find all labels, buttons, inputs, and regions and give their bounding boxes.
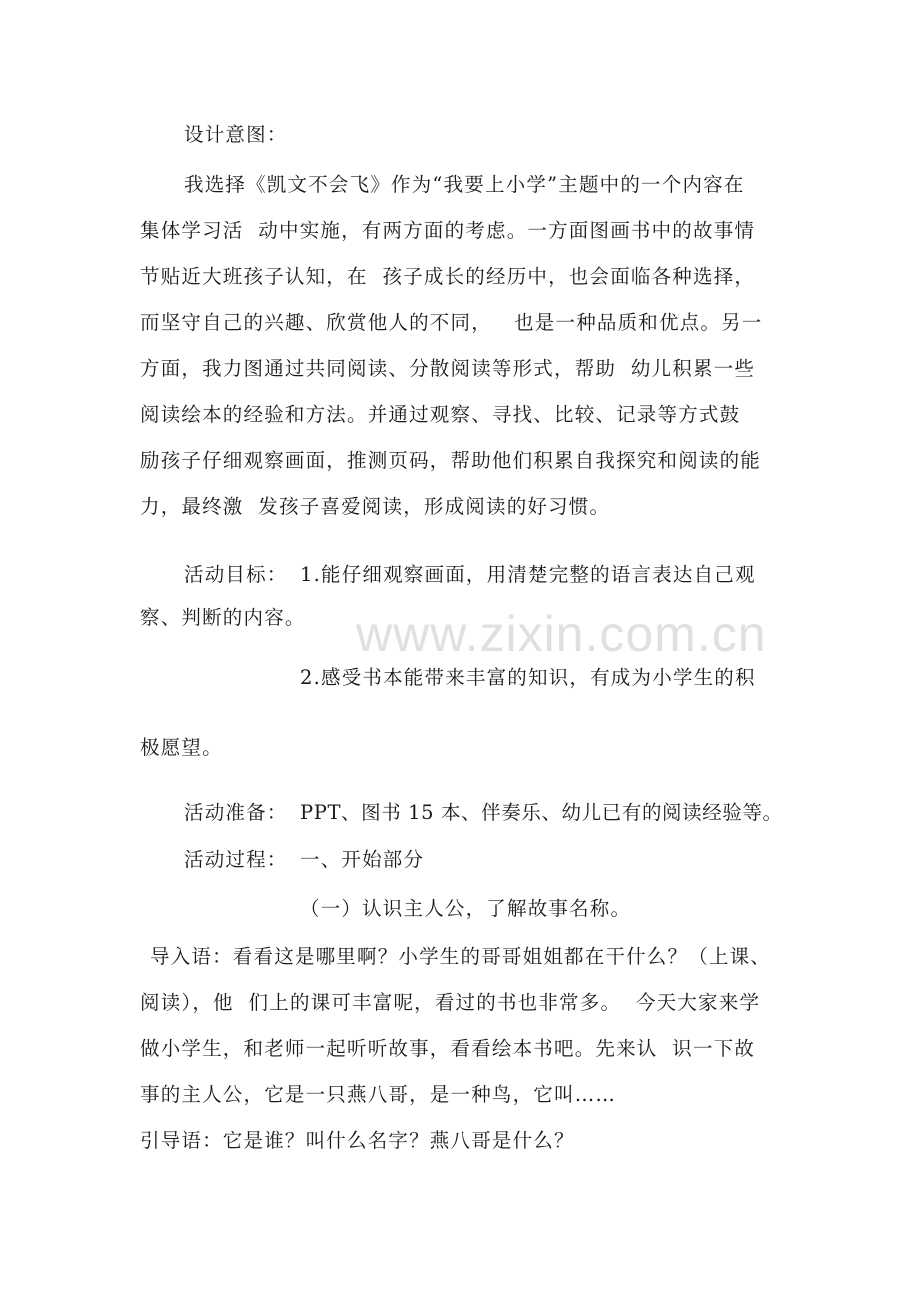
intro-line-3: 做小学生，和老师一起听听故事，看看绘本书吧。先来认 识一下故	[140, 1037, 756, 1060]
intro-line-1: 导入语：看看这是哪里啊？小学生的哥哥姐姐都在干什么？（上课、	[150, 945, 772, 968]
design-intent-heading: 设计意图：	[184, 123, 288, 146]
preparation-label: 活动准备：	[184, 801, 288, 824]
intro-line-4: 事的主人公，它是一只燕八哥，是一种鸟，它叫……	[140, 1083, 617, 1106]
goal-1: 1.能仔细观察画面，用清楚完整的语言表达自己观	[300, 563, 756, 586]
goal-2-continued: 极愿望。	[140, 736, 223, 759]
preparation-text: PPT、图书 15 本、伴奏乐、幼儿已有的阅读经验等。	[300, 801, 783, 824]
guide-line: 引导语：它是谁？叫什么名字？燕八哥是什么？	[140, 1129, 575, 1152]
intent-line-1: 我选择《凯文不会飞》作为“我要上小学”主题中的一个内容在	[184, 173, 745, 196]
intent-line-5: 方面，我力图通过共同阅读、分散阅读等形式，帮助 幼儿积累一些	[140, 357, 756, 380]
intent-line-7: 励孩子仔细观察画面，推测页码，帮助他们积累自我探究和阅读的能	[140, 449, 762, 472]
watermark: www.zixin.com.cn	[356, 606, 767, 662]
process-label: 活动过程：	[184, 848, 288, 871]
intent-line-4: 而坚守自己的兴趣、欣赏他人的不同， 也是一种品质和优点。另一	[140, 311, 763, 334]
intent-line-3: 节贴近大班孩子认知，在 孩子成长的经历中，也会面临各种选择，	[140, 265, 756, 288]
process-subsection: （一）认识主人公，了解故事名称。	[300, 897, 632, 920]
goals-label: 活动目标：	[184, 563, 288, 586]
process-part: 一、开始部分	[300, 848, 425, 871]
goal-2: 2.感受书本能带来丰富的知识，有成为小学生的积	[300, 666, 756, 689]
intent-line-2: 集体学习活 动中实施，有两方面的考虑。一方面图画书中的故事情	[140, 219, 756, 242]
goal-1-continued: 察、判断的内容。	[140, 606, 306, 629]
intent-line-6: 阅读绘本的经验和方法。并通过观察、寻找、比较、记录等方式鼓	[140, 403, 741, 426]
intent-line-8: 力，最终激 发孩子喜爱阅读，形成阅读的好习惯。	[140, 495, 611, 518]
intro-line-2: 阅读），他 们上的课可丰富呢，看过的书也非常多。 今天大家来学	[140, 991, 761, 1014]
